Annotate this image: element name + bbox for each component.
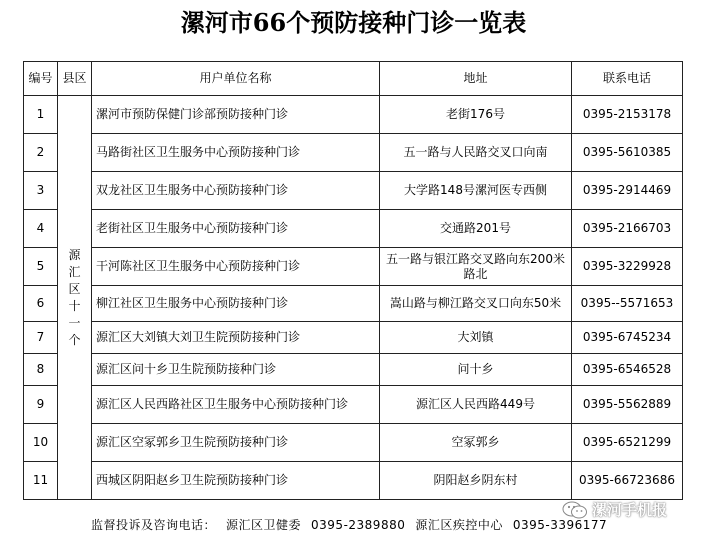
- address: 老街176号: [380, 96, 572, 134]
- table-row: [24, 172, 683, 210]
- unit-name: 双龙社区卫生服务中心预防接种门诊: [92, 172, 380, 210]
- clinic-table: [23, 61, 683, 500]
- address: 交通路201号: [380, 210, 572, 248]
- unit-name: 源汇区人民西路社区卫生服务中心预防接种门诊: [92, 386, 380, 424]
- table-row: [24, 424, 683, 462]
- table-row: [24, 462, 683, 500]
- phone: 0395-6745234: [572, 322, 683, 354]
- address: 五一路与银江路交叉路向东200米路北: [380, 248, 572, 286]
- unit-name: 源汇区问十乡卫生院预防接种门诊: [92, 354, 380, 386]
- address: 大刘镇: [380, 322, 572, 354]
- table-row: [24, 286, 683, 322]
- table-row: [24, 322, 683, 354]
- table-row: [24, 96, 683, 134]
- watermark: [562, 499, 667, 520]
- county-cell: [58, 96, 92, 500]
- phone: 0395-6546528: [572, 354, 683, 386]
- footer-label: 监督投诉及咨询电话：: [91, 518, 217, 532]
- footer-phone-1: 0395-2389880: [311, 518, 406, 532]
- phone: 0395-5562889: [572, 386, 683, 424]
- address: 源汇区人民西路449号: [380, 386, 572, 424]
- row-number: 8: [24, 354, 58, 386]
- footer-phone-2: 0395-3396177: [512, 518, 608, 532]
- unit-name: 老街社区卫生服务中心预防接种门诊: [92, 210, 380, 248]
- row-number: 3: [24, 172, 58, 210]
- address: 五一路与人民路交叉口向南: [380, 134, 572, 172]
- unit-name: 源汇区大刘镇大刘卫生院预防接种门诊: [92, 322, 380, 354]
- row-number: 4: [24, 210, 58, 248]
- wechat-icon: [562, 501, 588, 519]
- phone: 0395-5610385: [572, 134, 683, 172]
- footer-org-2: 源汇区疾控中心: [415, 518, 503, 532]
- row-number: 1: [24, 96, 58, 134]
- row-number: 9: [24, 386, 58, 424]
- footer-org-1: 源汇区卫健委: [226, 518, 302, 532]
- table-row: [24, 386, 683, 424]
- unit-name: 西城区阴阳赵乡卫生院预防接种门诊: [92, 462, 380, 500]
- header-phone: 联系电话: [572, 62, 683, 96]
- page-title: 漯河市66个预防接种门诊一览表: [180, 8, 527, 37]
- header-no: 编号: [24, 62, 58, 96]
- phone: 0395-6521299: [572, 424, 683, 462]
- row-number: 7: [24, 322, 58, 354]
- table-row: [24, 134, 683, 172]
- unit-name: 源汇区空冢郭乡卫生院预防接种门诊: [92, 424, 380, 462]
- address: 嵩山路与柳江路交叉口向东50米: [380, 286, 572, 322]
- row-number: 2: [24, 134, 58, 172]
- address: 问十乡: [380, 354, 572, 386]
- table-row: [24, 248, 683, 286]
- phone: 0395-2914469: [572, 172, 683, 210]
- watermark-text: 漯河手机报: [592, 501, 668, 519]
- unit-name: 柳江社区卫生服务中心预防接种门诊: [92, 286, 380, 322]
- county-label: 源汇区十一个: [68, 247, 81, 347]
- address: 空冢郭乡: [380, 424, 572, 462]
- table-row: [24, 354, 683, 386]
- header-county: 县区: [58, 62, 92, 96]
- unit-name: 漯河市预防保健门诊部预防接种门诊: [92, 96, 380, 134]
- table-header-row: [24, 62, 683, 96]
- row-number: 5: [24, 248, 58, 286]
- address: 大学路148号漯河医专西侧: [380, 172, 572, 210]
- unit-name: 干河陈社区卫生服务中心预防接种门诊: [92, 248, 380, 286]
- phone: 0395--5571653: [572, 286, 683, 322]
- phone: 0395-3229928: [572, 248, 683, 286]
- phone: 0395-2153178: [572, 96, 683, 134]
- phone: 0395-2166703: [572, 210, 683, 248]
- address: 阴阳赵乡阴东村: [380, 462, 572, 500]
- row-number: 11: [24, 462, 58, 500]
- header-address: 地址: [380, 62, 572, 96]
- table-row: [24, 210, 683, 248]
- row-number: 10: [24, 424, 58, 462]
- phone: 0395-66723686: [572, 462, 683, 500]
- footer-contact: [91, 516, 617, 533]
- header-unit-name: 用户单位名称: [92, 62, 380, 96]
- row-number: 6: [24, 286, 58, 322]
- unit-name: 马路街社区卫生服务中心预防接种门诊: [92, 134, 380, 172]
